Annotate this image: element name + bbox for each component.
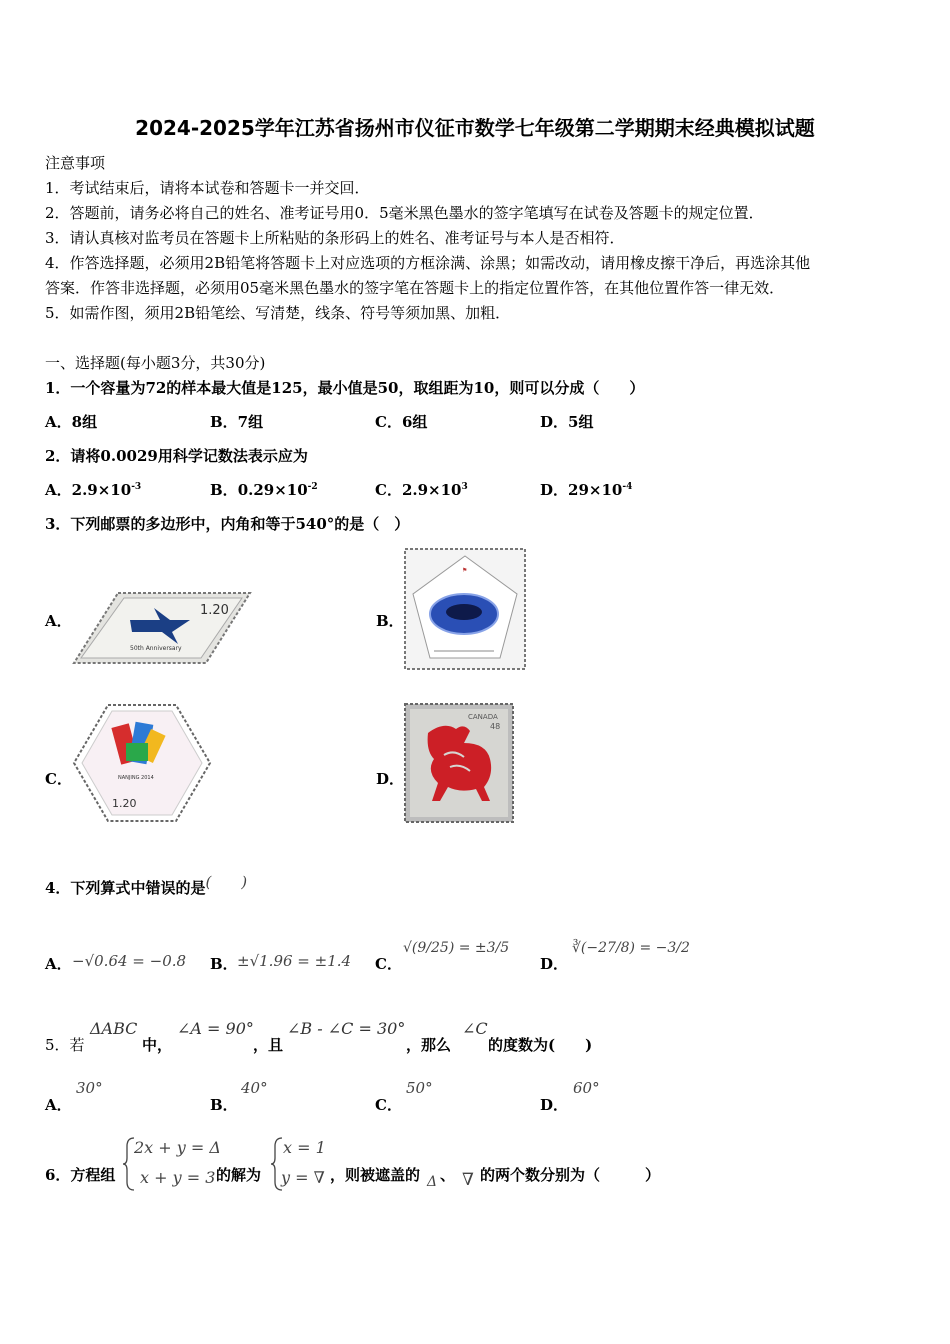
q4-option-b-label: B． xyxy=(210,955,238,973)
q5-condition: ∠B - ∠C = 30° xyxy=(287,1019,406,1038)
q4-option-a-expr: −√0.64 = −0.8 xyxy=(72,952,187,970)
section-heading: 一、选择题(每小题3分，共30分) xyxy=(45,354,266,372)
stamp-d-country: CANADA xyxy=(468,713,498,721)
q5-text-2: ，且 xyxy=(253,1036,284,1054)
q2-option-a: A．$2.9\times 10^{-3}$ xyxy=(45,481,142,499)
q5-prefix: 5．若 xyxy=(45,1036,85,1054)
q5-text-1: 中， xyxy=(142,1036,173,1054)
q5-triangle: ΔABC xyxy=(90,1019,138,1038)
stamp-c-value: 1.20 xyxy=(112,797,137,810)
q6-equation-2: x + y = 3 xyxy=(140,1168,216,1187)
q4-option-d-label: D． xyxy=(540,955,569,973)
notice-item: 1．考试结束后，请将本试卷和答题卡一并交回． xyxy=(45,179,370,197)
notice-item: 答案．作答非选择题，必须用05毫米黑色墨水的签字笔在答题卡上的指定位置作答，在其他位置作答一律无效． xyxy=(45,279,785,297)
q1-option-d: D．5组 xyxy=(540,413,594,431)
stamp-a-caption: 50th Anniversary xyxy=(130,645,182,652)
notice-item: 4．作答选择题，必须用2B铅笔将答题卡上对应选项的方框涂满、涂黑；如需改动，请用橡皮擦干净后，再选涂其他 xyxy=(45,254,811,272)
q6-symbol-delta: Δ xyxy=(427,1174,438,1190)
q4-paren: ( ) xyxy=(205,873,248,891)
q5-option-d-label: D． xyxy=(540,1096,569,1114)
stamp-a-value: 1.20 xyxy=(200,603,229,618)
question-2: 2．请将0.0029用科学记数法表示应为 xyxy=(45,447,308,465)
q5-text-3: ，那么 xyxy=(406,1036,452,1054)
q2-option-c: C．$2.9\times 10^3$ xyxy=(375,481,468,499)
q6-separator: 、 xyxy=(440,1166,456,1184)
q5-option-c-label: C． xyxy=(375,1096,402,1114)
q6-text-2: ，则被遮盖的 xyxy=(330,1166,421,1184)
q5-option-b-value: 40° xyxy=(241,1079,268,1097)
q2-option-b: B．$0.29\times 10^{-2}$ xyxy=(210,481,318,499)
question-1: 1．一个容量为72的样本最大值是125，最小值是50，取组距为10，则可以分成（ ） xyxy=(45,379,645,397)
q3-label-b: B． xyxy=(376,612,404,630)
notice-item: 2．答题前，请务必将自己的姓名、准考证号用0．5毫米黑色墨水的签字笔填写在试卷及答题卡的规定位置． xyxy=(45,204,764,222)
q6-solution-2: y = ∇ xyxy=(281,1168,325,1187)
q5-angle-c: ∠C xyxy=(462,1019,488,1038)
q3-label-c: C． xyxy=(45,770,72,788)
q5-angle-a: ∠A = 90° xyxy=(177,1019,254,1038)
q4-option-b-expr: ±√1.96 = ±1.4 xyxy=(237,952,352,970)
q6-text-1: 的解为 xyxy=(216,1166,262,1184)
q6-suffix: 的两个数分别为（ ） xyxy=(480,1166,661,1184)
svg-text:⚑: ⚑ xyxy=(462,567,468,574)
stamp-d-value: 48 xyxy=(490,722,501,731)
q5-option-b-label: B． xyxy=(210,1096,238,1114)
q3-label-a: A． xyxy=(45,612,72,630)
q6-prefix: 6．方程组 xyxy=(45,1166,116,1184)
q2-option-d: D．$29\times 10^{-4}$ xyxy=(540,481,633,499)
stamp-b-pentagon-image[interactable] xyxy=(404,548,526,670)
q5-option-a-label: A． xyxy=(45,1096,72,1114)
stamp-c-hexagon-image[interactable] xyxy=(72,703,212,823)
q1-option-a: A．8组 xyxy=(45,413,98,431)
svg-text:NANJING 2014: NANJING 2014 xyxy=(118,775,154,781)
q6-equation-1: 2x + y = Δ xyxy=(134,1138,221,1157)
q1-option-b: B．7组 xyxy=(210,413,264,431)
stamp-d-square-image[interactable] xyxy=(404,703,514,823)
notice-heading: 注意事项 xyxy=(45,154,106,172)
q6-solution-1: x = 1 xyxy=(283,1138,326,1157)
question-3: 3．下列邮票的多边形中，内角和等于540°的是（ ） xyxy=(45,515,410,533)
q5-option-d-value: 60° xyxy=(573,1079,600,1097)
q6-symbol-nabla: ∇ xyxy=(462,1170,474,1190)
q4-option-c-expr: √(9/25) = ±3/5 xyxy=(403,940,510,956)
q5-suffix: 的度数为( ) xyxy=(488,1036,593,1054)
page-title: 2024-2025学年江苏省扬州市仪征市数学七年级第二学期期末经典模拟试题 xyxy=(135,116,815,140)
q4-option-a-label: A． xyxy=(45,955,72,973)
notice-item: 5．如需作图，须用2B铅笔绘、写清楚，线条、符号等须加黑、加粗． xyxy=(45,304,511,322)
q3-label-d: D． xyxy=(376,770,405,788)
question-4: 4．下列算式中错误的是( ) xyxy=(45,873,248,897)
q5-option-c-value: 50° xyxy=(406,1079,433,1097)
notice-item: 3．请认真核对监考员在答题卡上所粘贴的条形码上的姓名、准考证号与本人是否相符． xyxy=(45,229,625,247)
q4-option-d-expr: ∛(−27/8) = −3/2 xyxy=(572,940,690,956)
q5-option-a-value: 30° xyxy=(76,1079,103,1097)
stamp-a-parallelogram-image[interactable] xyxy=(72,590,252,666)
q4-option-c-label: C． xyxy=(375,955,402,973)
q1-option-c: C．6组 xyxy=(375,413,428,431)
